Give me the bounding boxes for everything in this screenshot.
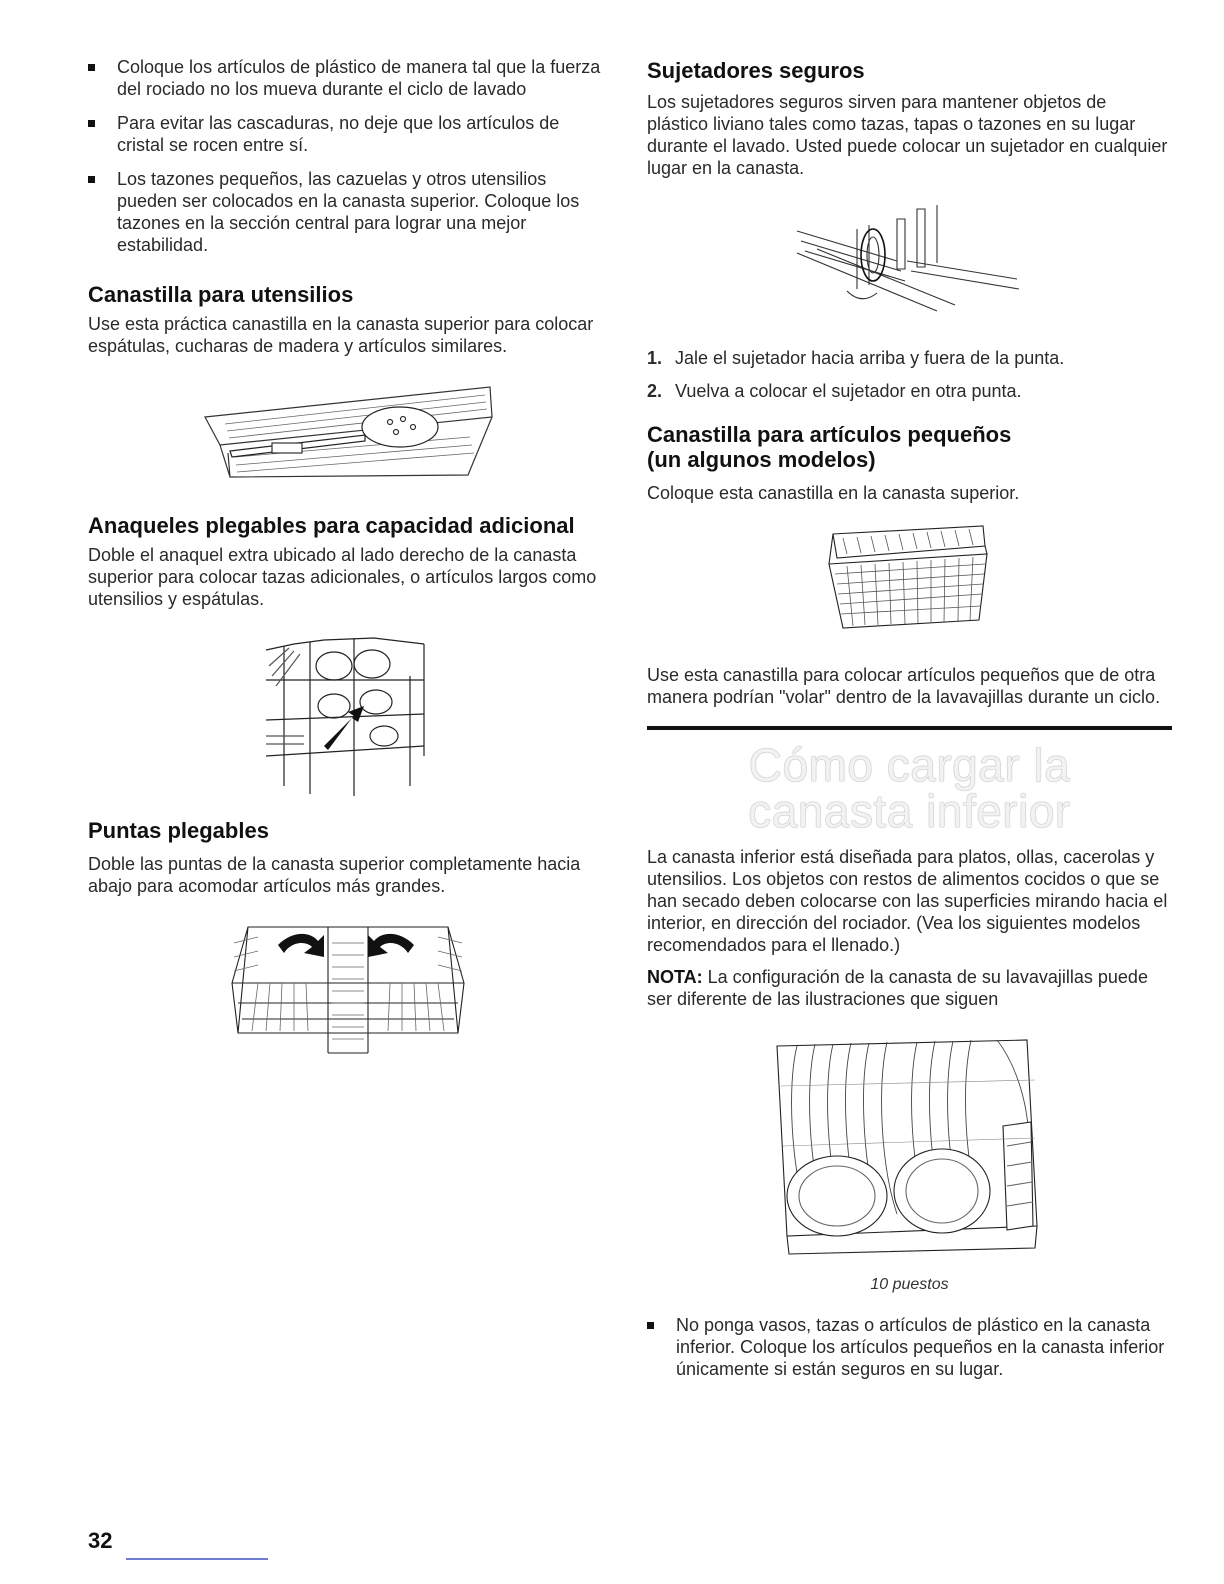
small-items-heading-line1: Canastilla para artículos pequeños [647,422,1012,447]
lower-rack-section-title [647,739,1172,837]
lower-rack-text: La canasta inferior está diseñada para platos, ollas, cacerolas y utensilios. Los objetos con restos de alimentos cocidos o que se han secado deben colocarse con las superficies mirando hacia el interior, en dirección del rociador. (Vea los siguientes modelos recomendados para el llenado.) [647,847,1168,955]
fold-tines-illustration [228,923,468,1063]
utensil-basket-illustration [200,377,500,487]
fold-shelves-heading: Anaqueles plegables para capacidad adicional [88,513,575,538]
right-column [647,56,1172,1392]
small-items-text: Coloque esta canastilla en la canasta superior. [647,483,1020,503]
fold-shelves-text: Doble el anaquel extra ubicado al lado derecho de la canasta superior para colocar tazas adicionales, o artículos largos como utensilios y espátulas. [88,545,597,609]
lower-rack-bullet-list [647,1314,1172,1380]
secure-clips-heading: Sujetadores seguros [647,58,865,83]
secure-clip-steps [647,347,1172,402]
fold-shelf-illustration [264,636,436,796]
step-text: Vuelva a colocar el sujetador en otra punta. [675,381,1022,401]
step-item [647,347,1172,369]
secure-clip-illustration [787,201,1027,321]
bullet-item: Coloque los artículos de plástico de manera tal que la fuerza del rociado no los mueva durante el ciclo de lavado [88,56,608,100]
note-text: La configuración de la canasta de su lavavajillas puede ser diferente de las ilustraciones que siguen [647,967,1148,1009]
small-items-heading-line2: (un algunos modelos) [647,447,876,472]
small-items-heading [647,422,1172,472]
secure-clips-text: Los sujetadores seguros sirven para mantener objetos de plástico liviano tales como tazas, tapas o tazones en su lugar durante el lavado. Usted puede colocar un sujetador en cualquier lugar en la canasta. [647,92,1168,178]
footer-link-underline [126,1558,268,1560]
step-number: 2. [647,381,663,401]
figure-caption: 10 puestos [870,1276,949,1293]
small-items-usage-text: Use esta canastilla para colocar artículos pequeños que de otra manera podrían "volar" dentro de la lavavajillas durante un ciclo. [647,665,1161,707]
step-item [647,380,1172,402]
left-column [88,56,608,1063]
lower-rack-title-line1: Cómo cargar la [748,739,1071,791]
small-items-basket-illustration [823,524,993,634]
utensil-basket-heading: Canastilla para utensilios [88,282,354,307]
fold-tines-heading: Puntas plegables [88,818,269,843]
page-number: 32 [88,1528,113,1553]
step-number: 1. [647,348,663,368]
fold-tines-text: Doble las puntas de la canasta superior completamente hacia abajo para acomodar artículos más grandes. [88,854,581,896]
bullet-item: Los tazones pequeños, las cazuelas y otros utensilios pueden ser colocados en la canasta superior. Coloque los tazones en la sección central para lograr una mejor estabilidad. [88,168,608,256]
note-label: NOTA: [647,967,703,987]
section-divider [647,726,1172,730]
intro-bullet-list [88,56,608,256]
bullet-item: Para evitar las cascaduras, no deje que los artículos de cristal se rocen entre sí. [88,112,608,156]
lower-rack-loading-illustration [767,1026,1047,1256]
lower-rack-note [647,966,1172,1010]
step-text: Jale el sujetador hacia arriba y fuera de la punta. [675,348,1065,368]
utensil-basket-text: Use esta práctica canastilla en la canasta superior para colocar espátulas, cucharas de madera y artículos similares. [88,314,594,356]
lower-rack-title-line2: canasta inferior [748,785,1071,837]
bullet-item: No ponga vasos, tazas o artículos de plástico en la canasta inferior. Coloque los artículos pequeños en la canasta inferior únicamente si están seguros en su lugar. [647,1314,1172,1380]
